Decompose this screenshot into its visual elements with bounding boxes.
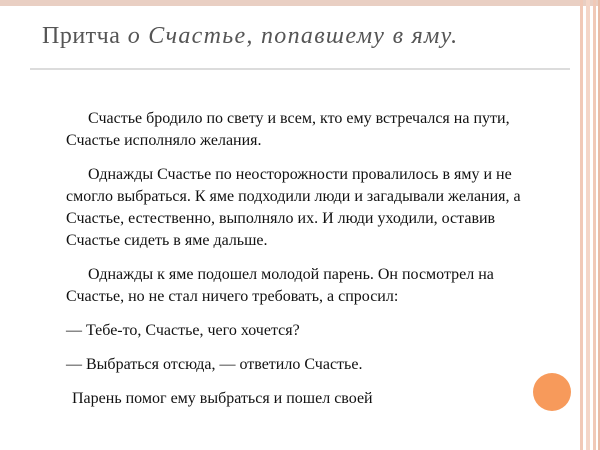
decorative-circle <box>533 373 571 411</box>
title-divider <box>30 68 570 70</box>
dialog-line: — Выбраться отсюда, — ответило Счастье. <box>66 356 363 373</box>
paragraph: Счастье бродило по свету и всем, кто ему встречался на пути, Счастье исполняло желания. <box>66 110 510 149</box>
right-decorative-stripe <box>586 0 590 450</box>
right-decorative-stripe <box>580 0 583 450</box>
paragraph: Парень помог ему выбраться и пошел своей <box>72 390 373 407</box>
right-decorative-stripe <box>593 0 596 450</box>
top-decorative-bar <box>0 0 600 6</box>
slide-title-prefix: Притча <box>42 23 121 49</box>
paragraph: Однажды Счастье по неосторожности провалилось в яму и не смогло выбраться. К яме подходили люди и загадывали желания, а Счастье, естественно, выполняло их. И люди уходили, оставив Счастье сидеть в яме дальше. <box>66 166 521 249</box>
dialog-line: — Тебе-то, Счастье, чего хочется? <box>66 322 300 339</box>
slide-body <box>66 108 521 422</box>
paragraph: Однажды к яме подошел молодой парень. Он посмотрел на Счастье, но не стал ничего требовать, а спросил: <box>66 266 494 305</box>
slide-title <box>42 23 562 50</box>
slide-title-rest: о Счастье, попавшему в яму. <box>120 23 459 49</box>
